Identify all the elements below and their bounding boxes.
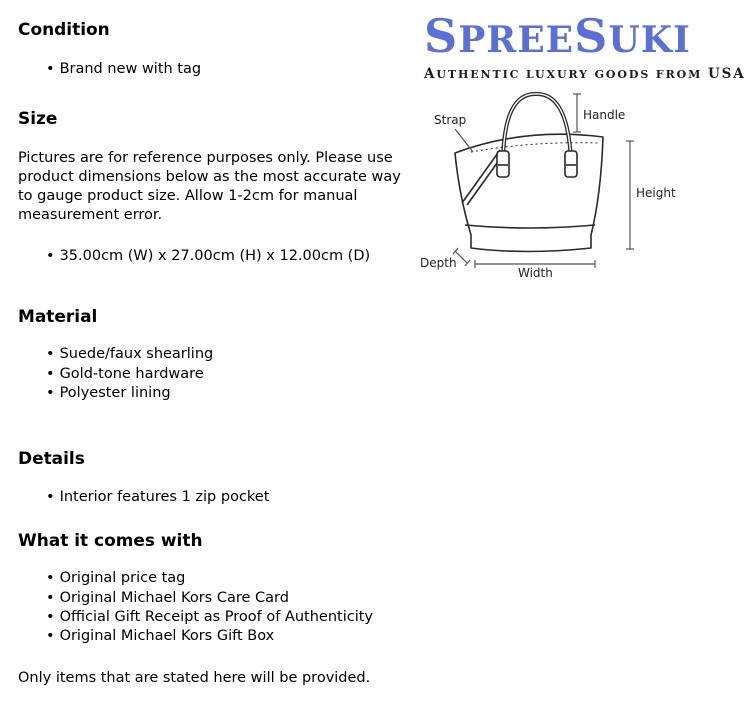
comes-with-item: • Official Gift Receipt as Proof of Authenticity — [46, 609, 373, 625]
size-disclaimer: Pictures are for reference purposes only. Please use product dimensions below as the most accurate way to gauge product size. Allow 1-2cm for manual measurement error. — [18, 150, 401, 223]
material-item: • Gold-tone hardware — [46, 366, 204, 382]
condition-item: • Brand new with tag — [46, 61, 201, 77]
material-item: • Polyester lining — [46, 385, 171, 401]
material-heading: Material — [18, 306, 98, 326]
comes-with-item: • Original Michael Kors Gift Box — [46, 628, 274, 644]
footer-note: Only items that are stated here will be provided. — [18, 670, 371, 686]
comes-with-item: • Original price tag — [46, 570, 185, 586]
width-label: Width — [518, 266, 553, 280]
logo-tagline: AUTHENTIC LUXURY GOODS FROM USA — [424, 66, 746, 82]
details-item: • Interior features 1 zip pocket — [46, 489, 269, 505]
size-dimensions: • 35.00cm (W) x 27.00cm (H) x 12.00cm (D) — [46, 248, 370, 264]
comes-with-item: • Original Michael Kors Care Card — [46, 590, 289, 606]
details-heading: Details — [18, 448, 85, 468]
material-item: • Suede/faux shearling — [46, 346, 213, 362]
comes-with-heading: What it comes with — [18, 530, 203, 550]
height-label: Height — [636, 186, 676, 200]
logo-wordmark: SPREESUKI — [424, 9, 691, 63]
condition-heading: Condition — [18, 19, 110, 39]
handle-label: Handle — [583, 108, 626, 122]
bag-dimensions-diagram — [415, 85, 720, 290]
spreesuki-logo — [424, 9, 746, 82]
depth-label: Depth — [420, 256, 457, 270]
strap-label: Strap — [434, 113, 467, 127]
size-heading: Size — [18, 108, 58, 128]
